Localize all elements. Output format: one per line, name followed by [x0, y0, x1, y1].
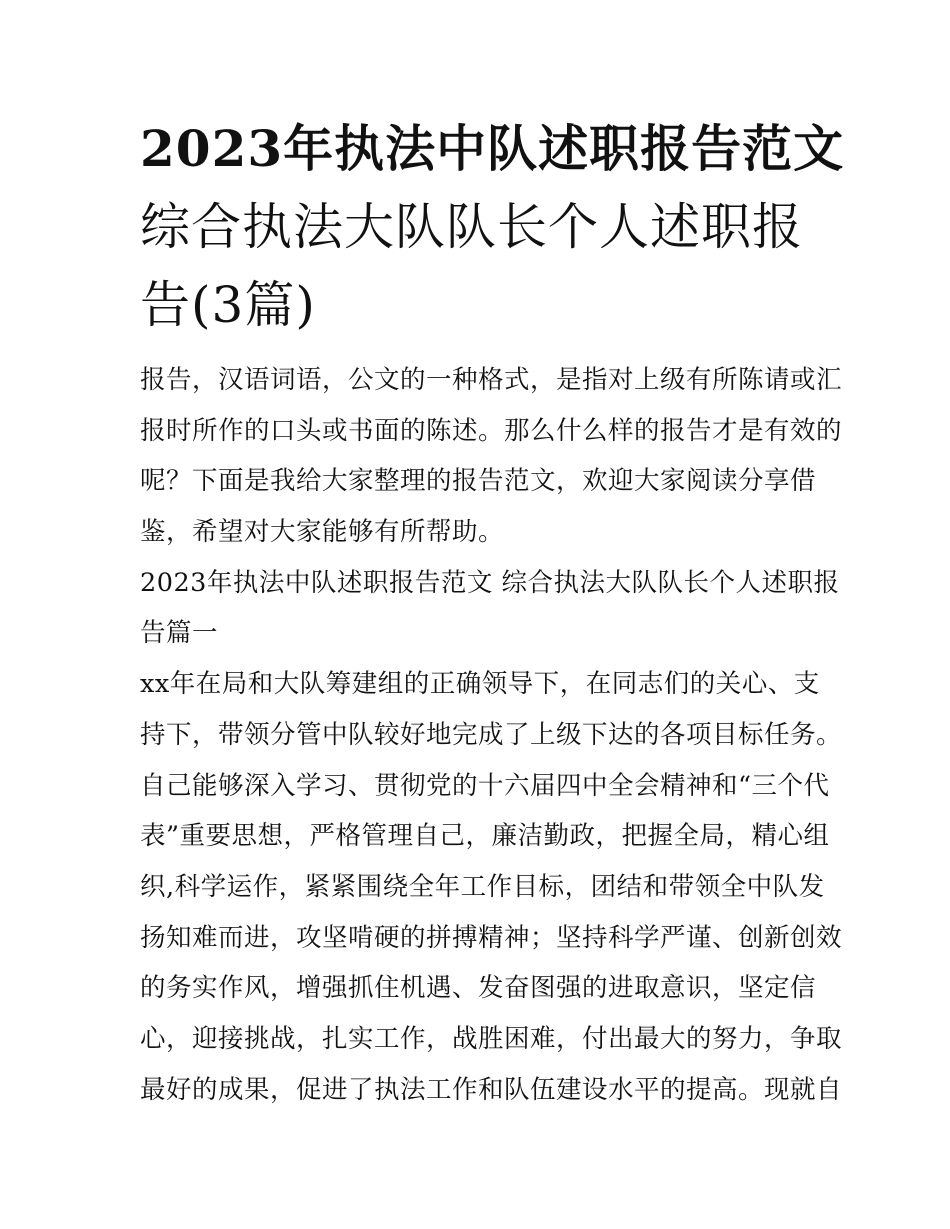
title-line: 告(3篇)	[140, 276, 316, 334]
intro-line: 呢？下面是我给大家整理的报告范文，欢迎大家阅读分享借	[140, 466, 817, 497]
paragraph-line: xx年在局和大队筹建组的正确领导下，在同志们的关心、支	[140, 669, 820, 700]
intro-line: 报时所作的口头或书面的陈述。那么什么样的报告才是有效的	[140, 415, 843, 446]
paragraph-line: 心，迎接挑战，扎实工作，战胜困难，付出最大的努力，争取	[140, 1023, 843, 1054]
document-title	[140, 110, 845, 344]
section-heading-line: 2023年执法中队述职报告范文 综合执法大队队长个人述职报	[140, 567, 840, 598]
paragraph-line: 最好的成果，促进了执法工作和队伍建设水平的提高。现就自	[140, 1074, 843, 1105]
section-heading-line: 告篇一	[140, 618, 219, 649]
paragraph-line: 织,科学运作，紧紧围绕全年工作目标，团结和带领全中队发	[140, 871, 825, 902]
title-line: 综合执法大队队长个人述职报	[140, 198, 803, 256]
title-line: 2023年执法中队述职报告范文	[140, 119, 845, 178]
document-body	[140, 355, 843, 1115]
paragraph-line: 的务实作风，增强抓住机遇、发奋图强的进取意识，坚定信	[140, 973, 817, 1004]
paragraph-line: 持下，带领分管中队较好地完成了上级下达的各项目标任务。	[140, 719, 843, 750]
paragraph-line: 自己能够深入学习、贯彻党的十六届四中全会精神和“三个代	[140, 770, 830, 801]
intro-line: 鉴，希望对大家能够有所帮助。	[140, 517, 505, 548]
paragraph-line: 扬知难而进，攻坚啃硬的拼搏精神；坚持科学严谨、创新创效	[140, 922, 843, 953]
paragraph-line: 表”重要思想，严格管理自己，廉洁勤政，把握全局，精心组	[140, 821, 830, 852]
intro-line: 报告，汉语词语，公文的一种格式，是指对上级有所陈请或汇	[140, 365, 843, 395]
